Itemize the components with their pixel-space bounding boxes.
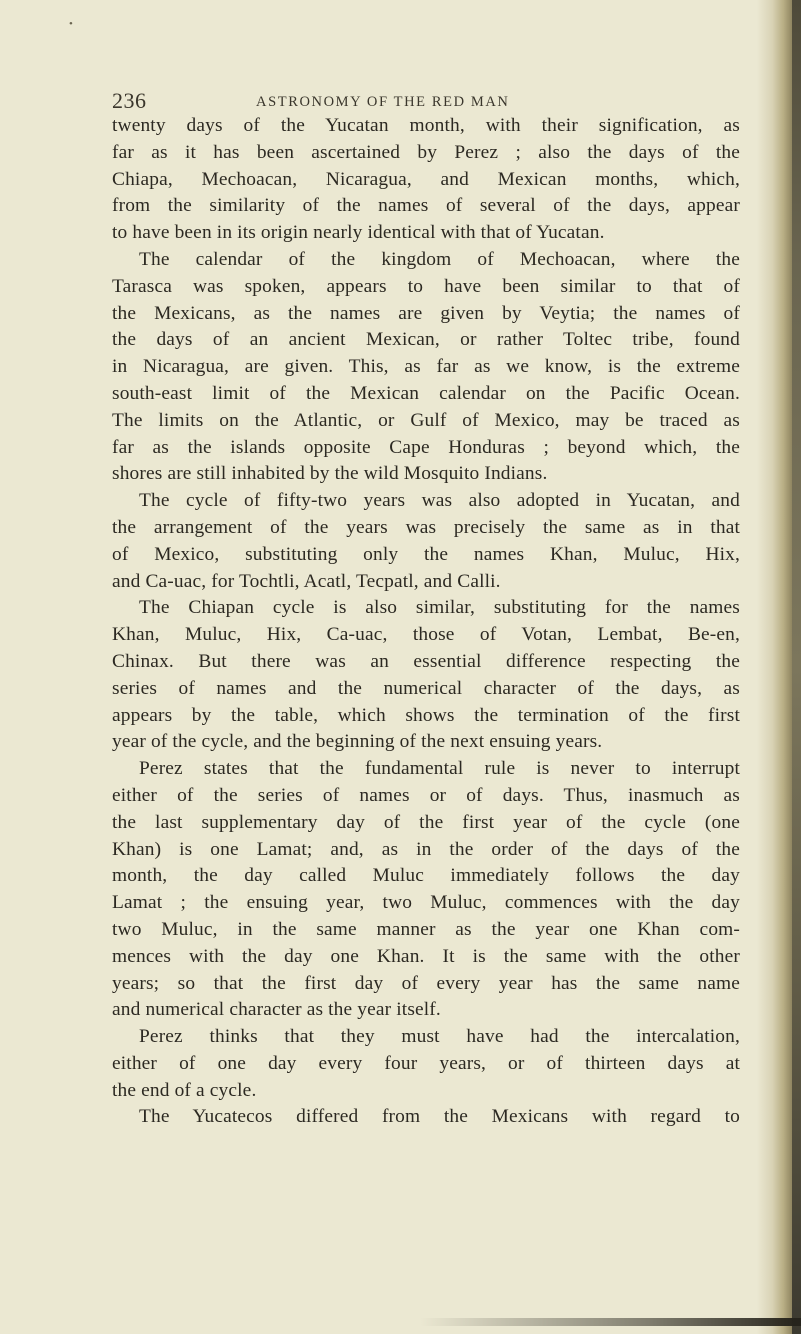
text-line: years; so that the first day of every year has the same name [112,972,740,994]
text-line: year of the cycle, and the beginning of the next ensuing years. [112,731,603,753]
text-line: mences with the day one Khan. It is the same with the other [112,945,740,967]
text-line: the Mexicans, as the names are given by Veytia; the names of [112,302,740,324]
corner-mark: • [69,18,73,30]
text-line: from the similarity of the names of several of the days, appear [112,195,740,217]
text-line: shores are still inhabited by the wild Mosquito Indians. [112,463,548,485]
text-line: either of the series of names or of days. Thus, inasmuch as [112,784,740,806]
text-line: appears by the table, which shows the termination of the first [112,704,740,726]
text-line: Perez thinks that they must have had the intercalation, [139,1026,740,1048]
text-line: Chinax. But there was an essential difference respecting the [112,650,740,672]
text-line: either of one day every four years, or of thirteen days at [112,1052,740,1074]
text-line: The cycle of fifty-two years was also adopted in Yucatan, and [139,490,740,512]
text-line: The Yucatecos differed from the Mexicans with regard to [139,1106,740,1128]
text-line: Khan) is one Lamat; and, as in the order of the days of the [112,838,740,860]
text-line: and Ca-uac, for Tochtli, Acatl, Tecpatl, and Calli. [112,570,501,592]
text-line: The Chiapan cycle is also similar, substituting for the names [139,597,740,619]
running-title: ASTRONOMY OF THE RED MAN [256,94,510,110]
text-line: south-east limit of the Mexican calendar on the Pacific Ocean. [112,382,740,404]
text-line: two Muluc, in the same manner as the year one Khan com- [112,918,740,940]
text-line: the days of an ancient Mexican, or rather Toltec tribe, found [112,329,740,351]
text-line: to have been in its origin nearly identical with that of Yucatan. [112,222,605,244]
text-line: the end of a cycle. [112,1079,257,1101]
text-line: The limits on the Atlantic, or Gulf of Mexico, may be traced as [112,409,740,431]
text-line: the arrangement of the years was precisely the same as in that [112,516,740,538]
text-line: the last supplementary day of the first year of the cycle (one [112,811,740,833]
text-line: Chiapa, Mechoacan, Nicaragua, and Mexican months, which, [112,168,740,190]
text-line: Tarasca was spoken, appears to have been similar to that of [112,275,740,297]
text-line: in Nicaragua, are given. This, as far as we know, is the extreme [112,356,740,378]
text-line: The calendar of the kingdom of Mechoacan, where the [139,248,740,270]
text-line: twenty days of the Yucatan month, with their signification, as [112,115,740,136]
page-number: 236 [112,88,147,113]
text-line: series of names and the numerical character of the days, as [112,677,740,699]
text-line: Lamat ; the ensuing year, two Muluc, commences with the day [112,892,740,914]
text-line: Perez states that the fundamental rule is never to interrupt [139,758,740,780]
text-line: far as it has been ascertained by Perez ; also the days of the [112,141,740,163]
bottom-edge-shadow [420,1318,801,1326]
text-line: month, the day called Muluc immediately follows the day [112,865,740,887]
text-line: far as the islands opposite Cape Honduras ; beyond which, the [112,436,740,458]
text-line: Khan, Muluc, Hix, Ca-uac, those of Votan, Lembat, Be-en, [112,624,740,646]
body-text [112,113,740,1131]
text-line: of Mexico, substituting only the names Khan, Muluc, Hix, [112,543,740,565]
binding-edge [792,0,801,1334]
text-line: and numerical character as the year itself. [112,999,441,1021]
